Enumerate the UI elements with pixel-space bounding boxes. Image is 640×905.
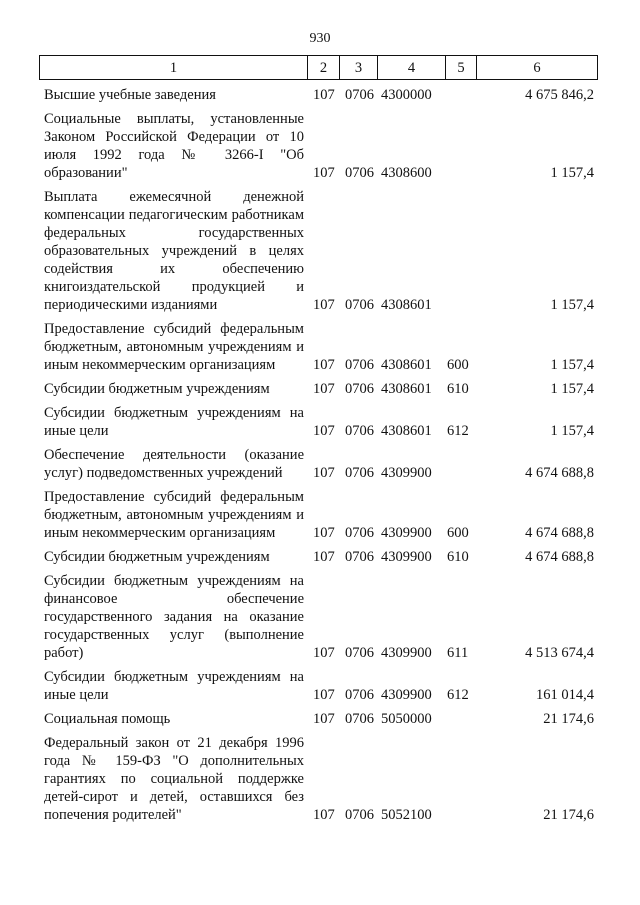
row-c6: 161 014,4 — [536, 687, 594, 703]
row-c2: 107 — [313, 423, 335, 439]
row-c3: 0706 — [345, 297, 374, 313]
row-c2: 107 — [313, 465, 335, 481]
row-c2: 107 — [313, 645, 335, 661]
row-c5 — [445, 704, 476, 728]
header-col-1: 1 — [40, 56, 308, 80]
row-c5: 612 — [447, 423, 469, 439]
table-row — [39, 482, 597, 542]
header-col-5: 5 — [446, 56, 477, 80]
row-c4: 4300000 — [381, 87, 432, 103]
table-row — [39, 182, 597, 314]
row-c6: 4 675 846,2 — [525, 87, 594, 103]
page-number: 930 — [309, 31, 331, 46]
row-c6: 1 157,4 — [550, 423, 594, 439]
row-c4: 5052100 — [381, 807, 432, 823]
row-c4: 4308600 — [381, 165, 432, 181]
row-c2: 107 — [313, 549, 335, 565]
row-c6: 1 157,4 — [550, 297, 594, 313]
row-name: Субсидии бюджетным учреждениям — [44, 549, 270, 565]
row-c2: 107 — [313, 687, 335, 703]
table-row — [39, 542, 597, 566]
row-c5: 610 — [447, 549, 469, 565]
row-c3: 0706 — [345, 525, 374, 541]
row-c3: 0706 — [345, 645, 374, 661]
header-col-6: 6 — [477, 56, 598, 80]
table-row — [39, 374, 597, 398]
row-c5 — [445, 182, 476, 314]
row-c5: 610 — [447, 381, 469, 397]
row-name: Выплата ежемесячной денежной компенсации педагогическим работникам федеральных государственных образовательных учреждений в целях содействия их обеспечению книгоиздательской продукцией и периодическими изданиями — [44, 189, 304, 313]
row-name: Обеспечение деятельности (оказание услуг) подведомственных учреждений — [44, 447, 304, 481]
table-row — [39, 314, 597, 374]
row-c5: 600 — [447, 357, 469, 373]
row-c4: 4308601 — [381, 423, 432, 439]
row-c4: 4308601 — [381, 357, 432, 373]
row-name: Высшие учебные заведения — [44, 87, 216, 103]
row-c4: 4309900 — [381, 645, 432, 661]
row-c5: 612 — [447, 687, 469, 703]
row-c2: 107 — [313, 711, 335, 727]
header-col-2: 2 — [308, 56, 340, 80]
table-row — [39, 704, 597, 728]
row-c6: 1 157,4 — [550, 357, 594, 373]
row-c3: 0706 — [345, 423, 374, 439]
row-c3: 0706 — [345, 381, 374, 397]
row-c4: 4308601 — [381, 297, 432, 313]
row-c6: 4 674 688,8 — [525, 549, 594, 565]
row-c2: 107 — [313, 357, 335, 373]
row-c2: 107 — [313, 87, 335, 103]
row-c2: 107 — [313, 807, 335, 823]
row-c5 — [445, 440, 476, 482]
row-c4: 4309900 — [381, 549, 432, 565]
table-row — [39, 84, 597, 104]
row-c3: 0706 — [345, 549, 374, 565]
header-col-3: 3 — [340, 56, 378, 80]
row-c4: 5050000 — [381, 711, 432, 727]
table-row — [39, 566, 597, 662]
row-c4: 4309900 — [381, 525, 432, 541]
row-c3: 0706 — [345, 87, 374, 103]
table-row — [39, 440, 597, 482]
row-c6: 4 513 674,4 — [525, 645, 594, 661]
row-c6: 1 157,4 — [550, 165, 594, 181]
budget-table — [39, 84, 597, 824]
row-c6: 21 174,6 — [543, 711, 594, 727]
row-c5 — [445, 728, 476, 824]
row-name: Субсидии бюджетным учреждениям — [44, 381, 270, 397]
row-name: Предоставление субсидий федеральным бюджетным, автономным учреждениям и иным некоммерческим организациям — [44, 489, 304, 541]
row-c3: 0706 — [345, 357, 374, 373]
row-c5 — [445, 104, 476, 182]
row-name: Социальные выплаты, установленные Законом Российской Федерации от 10 июля 1992 года № 3266-I "Об образовании" — [44, 111, 304, 181]
row-c4: 4309900 — [381, 687, 432, 703]
row-c5: 600 — [447, 525, 469, 541]
row-c3: 0706 — [345, 465, 374, 481]
row-c3: 0706 — [345, 807, 374, 823]
row-c3: 0706 — [345, 711, 374, 727]
row-name: Субсидии бюджетным учреждениям на иные цели — [44, 405, 304, 439]
row-c2: 107 — [313, 165, 335, 181]
row-name: Социальная помощь — [44, 711, 171, 727]
row-c2: 107 — [313, 297, 335, 313]
row-name: Субсидии бюджетным учреждениям на иные цели — [44, 669, 304, 703]
row-c5: 611 — [447, 645, 469, 661]
column-header-row — [39, 55, 598, 80]
row-name: Федеральный закон от 21 декабря 1996 года № 159-ФЗ "О дополнительных гарантиях по социальной поддержке детей-сирот и детей, оставшихся без попечения родителей" — [44, 735, 304, 823]
table-row — [39, 728, 597, 824]
row-c4: 4309900 — [381, 465, 432, 481]
table-row — [39, 398, 597, 440]
row-c3: 0706 — [345, 687, 374, 703]
table-row — [39, 104, 597, 182]
row-c4: 4308601 — [381, 381, 432, 397]
row-c6: 4 674 688,8 — [525, 465, 594, 481]
row-c2: 107 — [313, 525, 335, 541]
row-c2: 107 — [313, 381, 335, 397]
row-c5 — [445, 84, 476, 104]
row-name: Предоставление субсидий федеральным бюджетным, автономным учреждениям и иным некоммерческим организациям — [44, 321, 304, 373]
row-c6: 4 674 688,8 — [525, 525, 594, 541]
row-c3: 0706 — [345, 165, 374, 181]
table-row — [39, 662, 597, 704]
row-c6: 21 174,6 — [543, 807, 594, 823]
row-name: Субсидии бюджетным учреждениям на финансовое обеспечение государственного задания на оказание государственных услуг (выполнение работ) — [44, 573, 304, 661]
header-col-4: 4 — [378, 56, 446, 80]
row-c6: 1 157,4 — [550, 381, 594, 397]
